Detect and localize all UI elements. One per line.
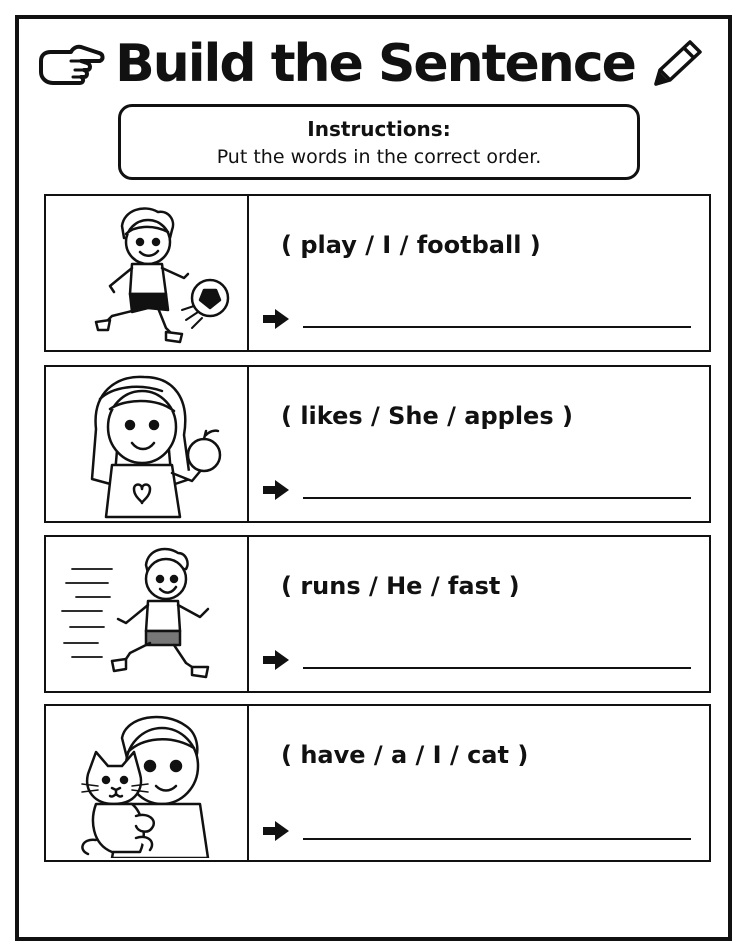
word-prompt: ( runs / He / fast ) [281, 572, 520, 600]
answer-row [261, 816, 691, 842]
page-title: Build the Sentence [115, 34, 635, 94]
exercise-content [249, 537, 709, 691]
answer-row [261, 304, 691, 330]
answer-row [261, 475, 691, 501]
instructions-box [118, 104, 640, 180]
pointing-hand-icon [37, 34, 107, 94]
title-row [0, 28, 750, 100]
boy-hugging-cat-illustration [46, 706, 249, 860]
answer-line[interactable] [303, 838, 691, 840]
answer-row [261, 645, 691, 671]
right-arrow-icon [261, 649, 291, 671]
word-prompt: ( likes / She / apples ) [281, 402, 573, 430]
pencil-icon [643, 34, 713, 94]
boy-running-illustration [46, 537, 249, 691]
answer-line[interactable] [303, 326, 691, 328]
exercise-row [44, 194, 711, 352]
right-arrow-icon [261, 479, 291, 501]
exercise-row [44, 704, 711, 862]
answer-line[interactable] [303, 667, 691, 669]
answer-line[interactable] [303, 497, 691, 499]
exercise-content [249, 196, 709, 350]
instructions-title: Instructions: [307, 117, 451, 141]
exercise-content [249, 367, 709, 521]
exercise-row [44, 365, 711, 523]
instructions-text: Put the words in the correct order. [216, 146, 542, 168]
boy-kicking-football-illustration [46, 196, 249, 350]
word-prompt: ( have / a / I / cat ) [281, 741, 529, 769]
girl-holding-apple-illustration [46, 367, 249, 521]
right-arrow-icon [261, 308, 291, 330]
exercise-row [44, 535, 711, 693]
word-prompt: ( play / I / football ) [281, 231, 541, 259]
right-arrow-icon [261, 820, 291, 842]
exercise-content [249, 706, 709, 860]
